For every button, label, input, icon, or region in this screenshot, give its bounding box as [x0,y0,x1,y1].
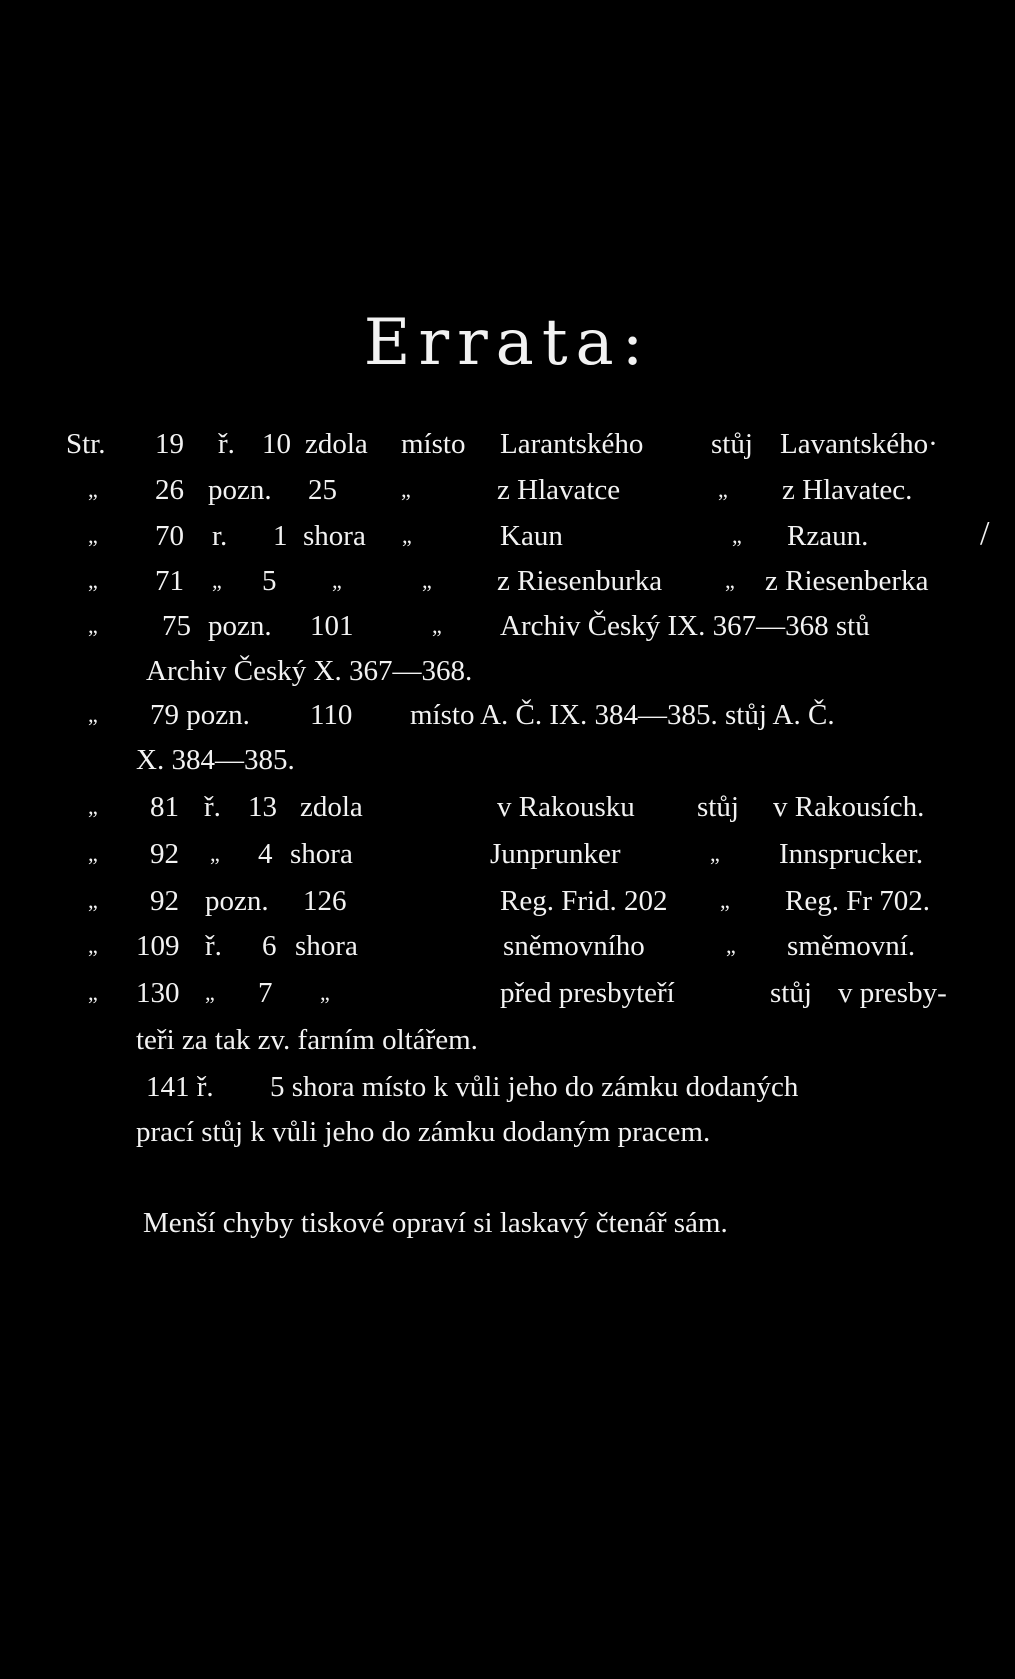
errata-page-line: 141 ř. [146,1071,214,1103]
ditto-mark: „ [210,841,220,866]
ditto-mark: „ [88,568,98,593]
errata-line-abbr: ř. [205,930,222,962]
errata-wrong: Reg. Frid. 202 [500,885,668,917]
ditto-mark: „ [212,568,222,593]
ditto-mark: „ [402,523,412,548]
errata-correct: z Hlavatec. [782,474,913,506]
page-title: Errata: [363,306,652,380]
errata-wrong: v Rakousku [497,791,635,823]
errata-line-number: 7 [258,977,273,1009]
errata-line-abbr: ř. [218,428,235,460]
ditto-mark: „ [401,477,411,502]
ditto-mark: „ [88,794,98,819]
errata-note-abbr: pozn. [208,610,272,642]
ditto-mark: „ [726,933,736,958]
errata-stuj: stůj [711,428,753,460]
errata-continuation: X. 384—385. [136,744,295,776]
ditto-mark: „ [718,477,728,502]
errata-direction: zdola [305,428,368,460]
footer-note: Menší chyby tiskové opraví si laskavý čtenář sám. [143,1207,728,1239]
errata-entry-text: 5 shora místo k vůli jeho do zámku dodaných [270,1071,799,1103]
errata-line-number: 1 [273,520,288,552]
ditto-mark: „ [725,568,735,593]
errata-wrong: Larantského [500,428,644,460]
ditto-mark: „ [720,888,730,913]
errata-correct: Lavantského· [780,428,938,460]
errata-continuation: Archiv Český X. 367—368. [146,655,473,687]
errata-correct: Reg. Fr 702. [785,885,930,917]
ditto-mark: „ [732,523,742,548]
errata-note-number: 101 [310,610,354,642]
errata-page: 71 [155,565,184,597]
ditto-mark: „ [88,933,98,958]
errata-note-abbr: pozn. [205,885,269,917]
errata-line-number: 10 [262,428,291,460]
errata-line-number: 5 [262,565,277,597]
errata-direction: zdola [300,791,363,823]
errata-stuj: stůj [697,791,739,823]
errata-wrong: z Riesenburka [497,565,663,597]
errata-correct: Rzaun. [787,520,869,552]
errata-page: 19 [155,428,184,460]
ditto-mark: „ [88,613,98,638]
errata-line-abbr: ř. [204,791,221,823]
errata-wrong: Kaun [500,520,563,552]
errata-stuj: stůj [770,977,812,1009]
errata-note-abbr: pozn. [208,474,272,506]
errata-correct: směmovní. [787,930,916,962]
errata-note-number: 110 [310,699,353,731]
errata-direction: shora [303,520,366,552]
errata-misto: místo [401,428,466,460]
errata-line-number: 4 [258,838,273,870]
errata-direction: shora [290,838,353,870]
errata-wrong: z Hlavatce [497,474,621,506]
errata-continuation: teři za tak zv. farním oltářem. [136,1024,478,1056]
errata-page: 92 [150,885,179,917]
errata-correct: v Rakousích. [773,791,925,823]
errata-page-note: 79 pozn. [150,699,250,731]
ditto-mark: „ [88,523,98,548]
errata-note-number: 25 [308,474,337,506]
ditto-mark: „ [88,477,98,502]
errata-correct: z Riesenberka [765,565,929,597]
errata-correct: Innsprucker. [779,838,924,870]
errata-str-label: Str. [66,428,106,460]
errata-line-number: 13 [248,791,277,823]
errata-continuation: prací stůj k vůli jeho do zámku dodaným pracem. [136,1116,711,1148]
errata-line-number: 6 [262,930,277,962]
ditto-mark: „ [88,702,98,727]
ditto-mark: „ [88,888,98,913]
errata-direction: shora [295,930,358,962]
errata-page: 70 [155,520,184,552]
ditto-mark: „ [332,568,342,593]
ditto-mark: „ [710,841,720,866]
errata-wrong: před presbyteří [500,977,675,1009]
errata-page: 75 [162,610,191,642]
errata-wrong: sněmovního [503,930,645,962]
errata-wrong: Junprunker [490,838,621,870]
ditto-mark: „ [88,980,98,1005]
errata-note-number: 126 [303,885,347,917]
errata-page: 130 [136,977,180,1009]
errata-page: 26 [155,474,184,506]
ditto-mark: „ [205,980,215,1005]
ditto-mark: „ [88,841,98,866]
errata-page: 92 [150,838,179,870]
ditto-mark: „ [432,613,442,638]
errata-entry-text: Archiv Český IX. 367—368 stů [500,610,870,642]
errata-correct: v presby- [838,977,947,1009]
ditto-mark: „ [422,568,432,593]
margin-slash-mark: / [980,515,990,552]
errata-page: 109 [136,930,180,962]
errata-line-abbr: r. [212,520,228,552]
ditto-mark: „ [320,980,330,1005]
errata-page: 81 [150,791,179,823]
errata-entry-text: místo A. Č. IX. 384—385. stůj A. Č. [410,699,835,731]
